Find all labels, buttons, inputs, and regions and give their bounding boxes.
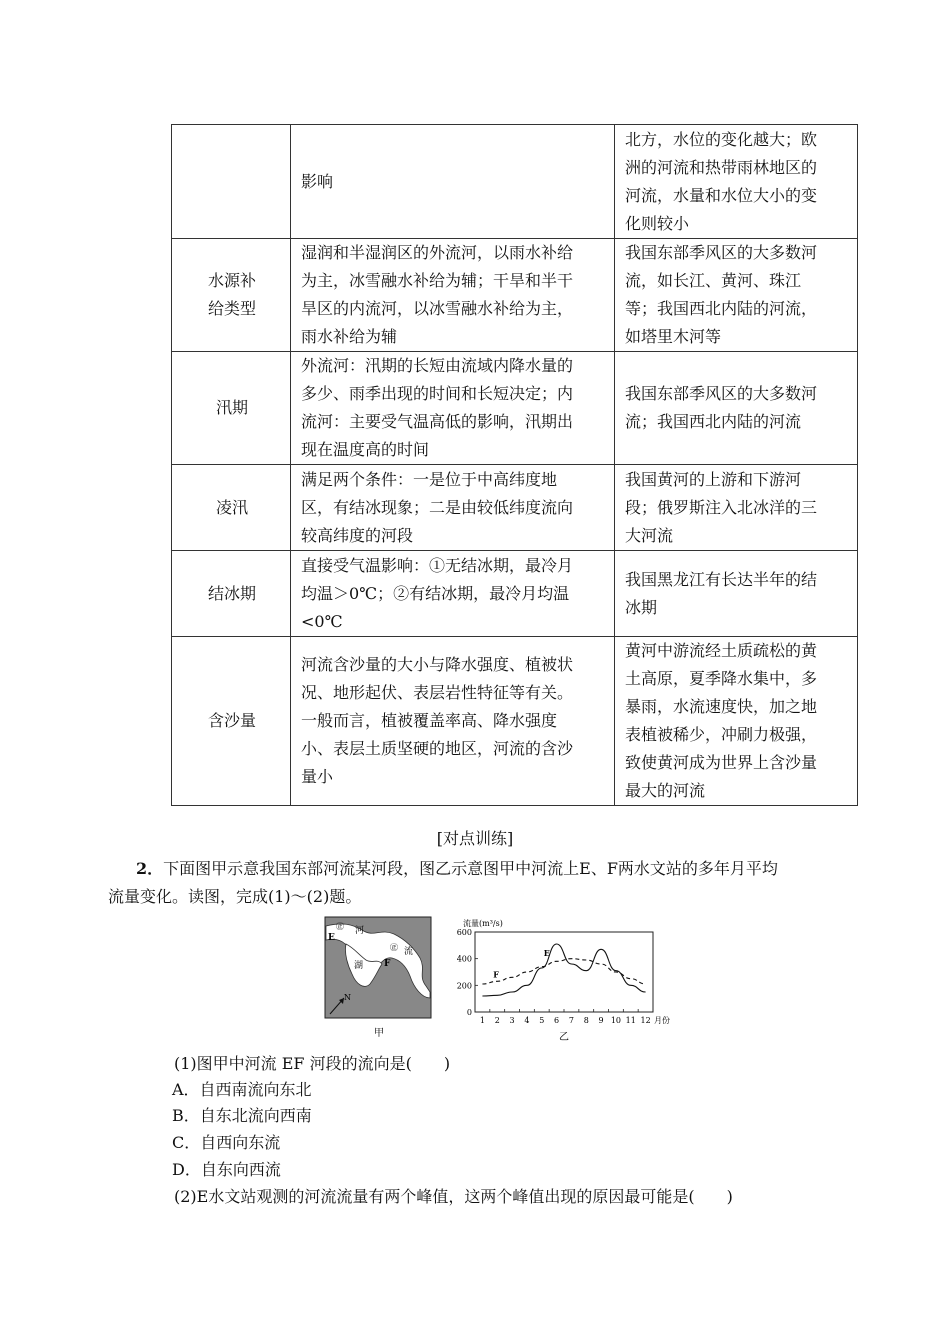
x-axis-unit: 月份: [654, 1016, 670, 1025]
table-cell-c1: [172, 465, 291, 551]
section-header: [对点训练]: [436, 829, 514, 848]
map-label-river1: 河: [355, 926, 365, 936]
table-cell-c2: [291, 352, 615, 465]
cell-line: 段；俄罗斯注入北冰洋的三: [625, 497, 818, 517]
cell-line: 量小: [301, 767, 334, 786]
cell-line: 直接受气温影响：①无结冰期，最冷月: [301, 555, 574, 575]
map-label-river2: 流: [404, 947, 414, 957]
x-tick-label: 11: [625, 1016, 636, 1025]
table-cell-c1: [172, 352, 291, 465]
map-label-lake: 湖: [354, 961, 364, 971]
cell-line: 小、表层土质坚硬的地区，河流的含沙: [301, 739, 574, 758]
map-label-north: N: [344, 993, 351, 1002]
cell-line: 最大的河流: [625, 781, 706, 800]
f-station-icon: ㊣: [390, 943, 398, 952]
x-tick-label: 5: [539, 1016, 545, 1025]
y-tick-label: 200: [456, 981, 472, 991]
option-a: A．自西南流向东北: [172, 1080, 312, 1099]
question-line-1: [136, 855, 836, 883]
table-cell-c3: [615, 352, 858, 465]
map-label-f: F: [384, 959, 391, 969]
cell-line: 结冰期: [207, 583, 256, 603]
cell-line: 较高纬度的河段: [301, 525, 414, 545]
table-row: [172, 352, 858, 465]
cell-line: 均温＞0℃；②有结冰期，最冷月均温: [301, 583, 570, 603]
table-cell-c3: [615, 125, 858, 239]
table-row: [172, 551, 858, 637]
y-axis-label: 流量(m³/s): [463, 919, 503, 928]
cell-line: 满足两个条件：一是位于中高纬度地: [301, 469, 558, 489]
table-row: [172, 239, 858, 352]
figure-svg: [322, 914, 670, 1046]
cell-line: 区，有结冰现象；二是由较低纬度流向: [301, 497, 574, 517]
cell-line: 多少、雨季出现的时间和长短决定；内: [301, 384, 574, 403]
cell-line: 我国东部季风区的大多数河: [625, 384, 818, 403]
e-station-icon: ㊣: [336, 922, 344, 931]
x-tick-label: 3: [509, 1016, 515, 1025]
cell-line: 况、地形起伏、表层岩性特征等有关。: [301, 683, 574, 702]
table-cell-c3: [615, 465, 858, 551]
x-tick-label: 10: [610, 1016, 622, 1025]
table-row: [172, 637, 858, 806]
option-c: C．自西向东流: [172, 1133, 281, 1152]
map-caption: 甲: [374, 1028, 384, 1039]
table-cell-c2: [291, 637, 615, 806]
x-tick-label: 2: [494, 1016, 500, 1025]
question-number: 2．: [136, 859, 164, 878]
cell-line: 暴雨，水流速度快，加之地: [625, 697, 818, 716]
question-text-1: 下面图甲示意我国东部河流某河段，图乙示意图甲中河流上E、F两水文站的多年月平均: [163, 859, 778, 878]
table-cell-c2: [291, 551, 615, 637]
cell-line: 水源补: [207, 271, 256, 290]
cell-line: 汛期: [215, 398, 248, 417]
cell-line: 含沙量: [207, 711, 256, 730]
table-row: [172, 465, 858, 551]
cell-line: 外流河：汛期的长短由流域内降水量的: [301, 356, 574, 375]
x-tick-label: 6: [554, 1016, 560, 1025]
cell-line: 表植被稀少，冲刷力极强，: [625, 725, 818, 744]
cell-line: 河流，水量和水位大小的变: [625, 185, 818, 205]
y-tick-label: 0: [466, 1008, 472, 1017]
cell-line: 一般而言，植被覆盖率高、降水强度: [301, 711, 558, 730]
option-d: D．自东向西流: [172, 1160, 281, 1179]
cell-line: 河流含沙量的大小与降水强度、植被状: [301, 655, 574, 674]
y-tick-label: 400: [456, 954, 472, 964]
x-tick-label: 1: [479, 1016, 485, 1025]
y-tick-label: 600: [456, 928, 472, 937]
map-label-e: E: [328, 933, 335, 943]
option-b: B．自东北流向西南: [172, 1106, 312, 1125]
cell-line: 旱区的内流河，以冰雪融水补给为主，: [301, 299, 574, 318]
table-cell-c3: [615, 551, 858, 637]
table-cell-c3: [615, 637, 858, 806]
cell-line: 大河流: [625, 525, 674, 545]
cell-line: 冰期: [625, 597, 658, 617]
table-cell-c2: [291, 239, 615, 352]
cell-line: 洲的河流和热带雨林地区的: [625, 157, 818, 177]
cell-line: 流河：主要受气温高低的影响，汛期出: [301, 412, 574, 431]
cell-line: 我国黄河的上游和下游河: [625, 469, 802, 489]
cell-line: 致使黄河成为世界上含沙量: [625, 753, 818, 772]
x-tick-label: 4: [524, 1016, 530, 1025]
cell-line: 北方，水位的变化越大；欧: [625, 129, 818, 149]
cell-line: 给类型: [207, 299, 256, 318]
x-tick-label: 9: [598, 1016, 604, 1025]
cell-line: 如塔里木河等: [625, 327, 722, 346]
map-jia: [325, 917, 431, 1039]
x-tick-label: 12: [640, 1016, 651, 1025]
cell-line: 土高原，夏季降水集中，多: [625, 669, 818, 688]
cell-line: 雨水补给为辅: [301, 327, 398, 346]
cell-line: 化则较小: [625, 213, 690, 233]
cell-line: 现在温度高的时间: [301, 440, 430, 459]
table-cell-c1: [172, 551, 291, 637]
table-cell-c2: [291, 125, 615, 239]
table-cell-c1: [172, 239, 291, 352]
x-tick-label: 7: [568, 1016, 574, 1025]
cell-line: 为主，冰雪融水补给为辅；干旱和半干: [301, 271, 574, 290]
cell-line: 流；我国西北内陆的河流: [625, 412, 802, 431]
chart-caption: 乙: [559, 1032, 569, 1043]
table-cell-c2: [291, 465, 615, 551]
figure: [322, 914, 670, 1046]
cell-line: <0℃: [301, 611, 343, 631]
cell-line: 黄河中游流经土质疏松的黄: [625, 641, 818, 660]
cell-line: 影响: [301, 171, 334, 191]
series-label-F: F: [493, 969, 499, 980]
table-cell-c3: [615, 239, 858, 352]
sub-question-1: (1)图甲中河流 EF 河段的流向是( ): [174, 1054, 451, 1073]
series-label-E: E: [543, 948, 550, 958]
cell-line: 湿润和半湿润区的外流河，以雨水补给: [301, 243, 574, 262]
cell-line: 我国黑龙江有长达半年的结: [625, 569, 818, 589]
chart-yi: [457, 918, 670, 1043]
cell-line: 我国东部季风区的大多数河: [625, 243, 818, 262]
cell-line: 等；我国西北内陆的河流，: [625, 299, 818, 318]
chart-frame: [475, 932, 653, 1012]
river-features-table: [171, 124, 858, 806]
x-tick-label: 8: [583, 1016, 589, 1025]
question-text-2: 流量变化。读图，完成(1)～(2)题。: [108, 887, 362, 906]
table-cell-c1: [172, 637, 291, 806]
cell-line: 流，如长江、黄河、珠江: [625, 271, 802, 290]
table-row: [172, 125, 858, 239]
sub-question-2: (2)E水文站观测的河流流量有两个峰值，这两个峰值出现的原因最可能是( ): [174, 1187, 733, 1206]
table-cell-c1: [172, 125, 291, 239]
cell-line: 凌汛: [215, 497, 248, 517]
